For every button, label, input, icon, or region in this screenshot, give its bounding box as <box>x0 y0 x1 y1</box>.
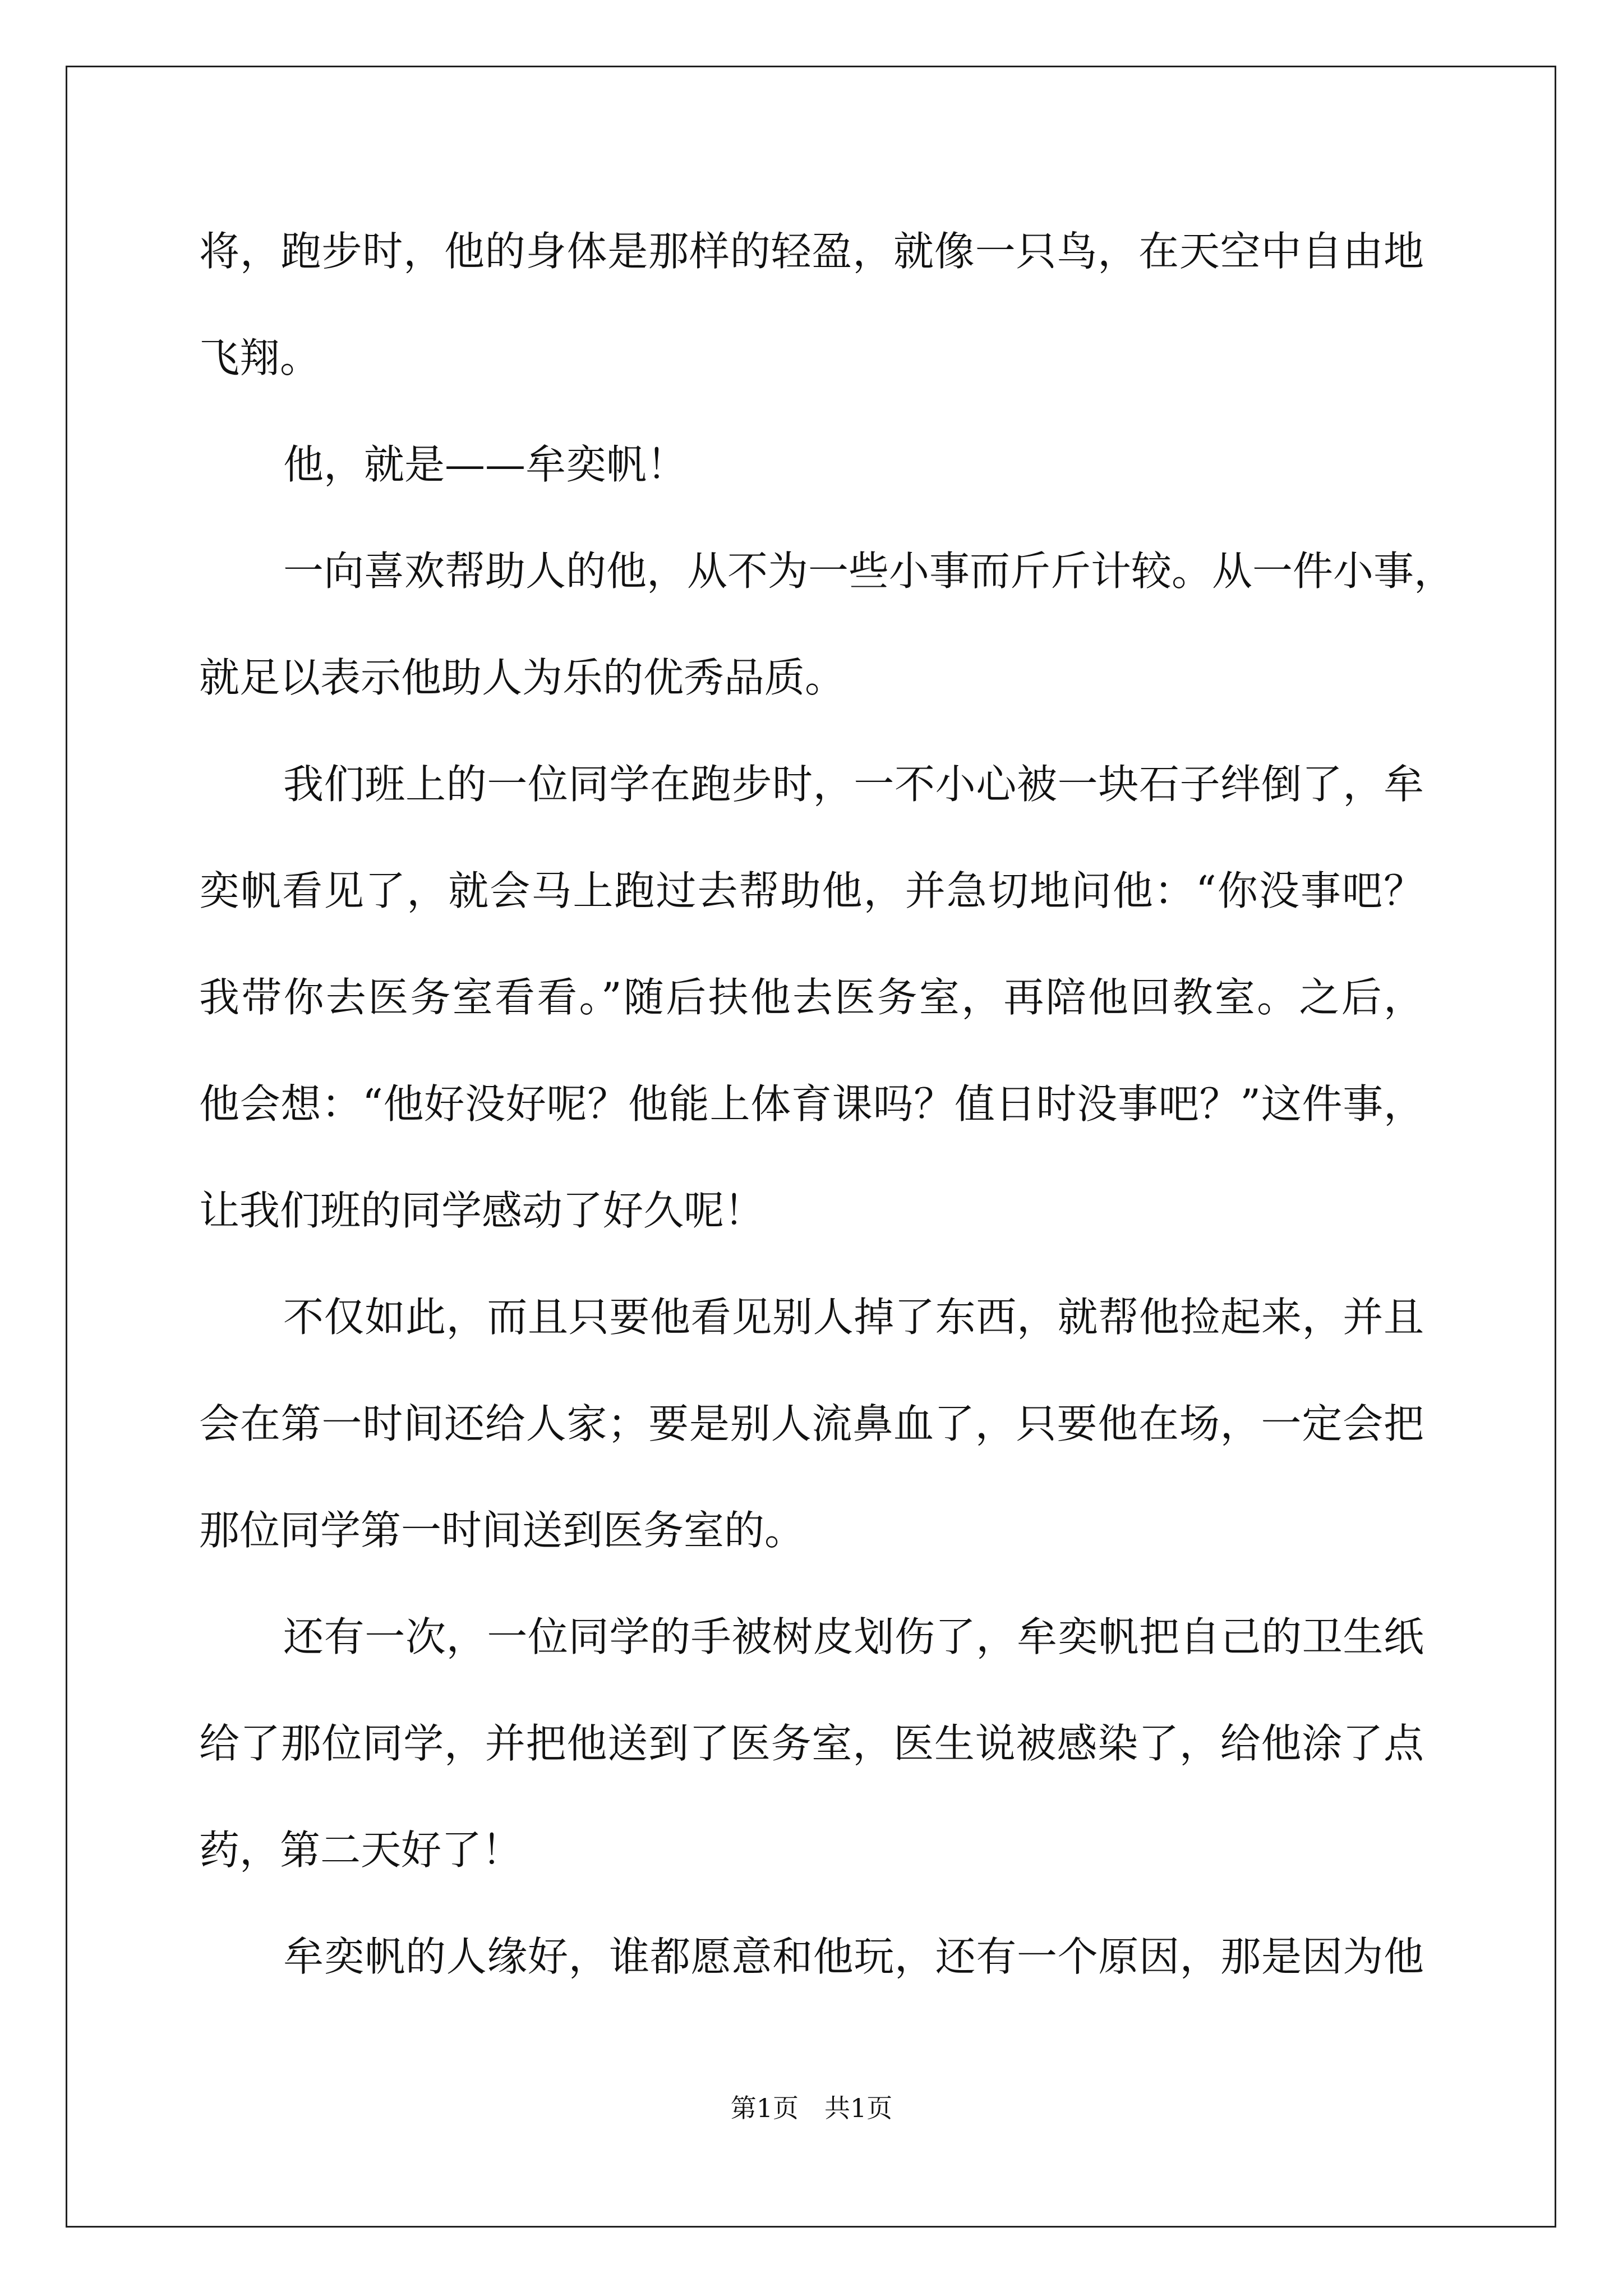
text-line: 会在第一时间还给人家；要是别人流鼻血了，只要他在场，一定会把 <box>199 1400 1424 1447</box>
text-line: 我带你去医务室看看。”随后扶他去医务室，再陪他回教室。之后， <box>199 974 1424 1021</box>
paragraph-start: 不仅如此，而且只要他看见别人掉了东西，就帮他捡起来，并且 <box>283 1294 1424 1341</box>
text-line: 就足以表示他助人为乐的优秀品质。 <box>199 654 846 701</box>
document-body <box>199 218 1455 2030</box>
text-line: 将，跑步时，他的身体是那样的轻盈，就像一只鸟，在天空中自由地 <box>199 228 1424 275</box>
text-line: 药，第二天好了！ <box>199 1826 523 1874</box>
paragraph-start: 还有一次，一位同学的手被树皮划伤了，牟奕帆把自己的卫生纸 <box>283 1613 1424 1660</box>
paragraph-start: 牟奕帆的人缘好，谁都愿意和他玩，还有一个原因，那是因为他 <box>283 1933 1424 1980</box>
text-line: 让我们班的同学感动了好久呢！ <box>199 1187 765 1234</box>
paragraph-start: 一向喜欢帮助人的他，从不为一些小事而斤斤计较。从一件小事， <box>283 547 1455 595</box>
page-number-footer: 第1页 共1页 <box>730 2093 893 2123</box>
text-line: 那位同学第一时间送到医务室的。 <box>199 1507 805 1554</box>
text-line: 奕帆看见了，就会马上跑过去帮助他，并急切地问他：“你没事吧？ <box>199 867 1424 914</box>
text-line: 飞翔。 <box>199 334 321 381</box>
paragraph-start: 我们班上的一位同学在跑步时，一不小心被一块石子绊倒了，牟 <box>283 761 1424 808</box>
text-line: 给了那位同学，并把他送到了医务室，医生说被感染了，给他涂了点 <box>199 1720 1424 1767</box>
paragraph-start: 他，就是——牟奕帆！ <box>283 441 688 488</box>
text-line: 他会想：“他好没好呢？他能上体育课吗？值日时没事吧？”这件事， <box>199 1080 1424 1128</box>
